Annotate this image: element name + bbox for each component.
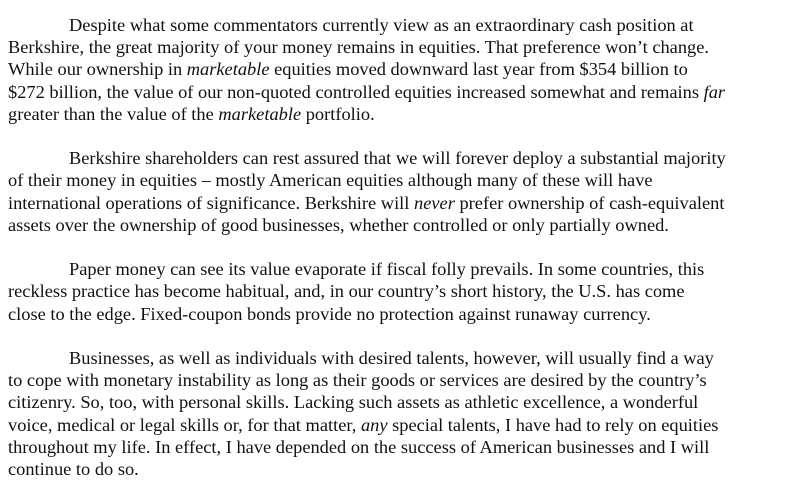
- text-line: While our ownership in marketable equities moved downward last year from $354 billion to: [8, 59, 688, 80]
- emphasis-text: any: [360, 414, 388, 435]
- text-line: to cope with monetary instability as long as their goods or services are desired by the country’s: [8, 370, 707, 391]
- text-line: international operations of significance. Berkshire will never prefer ownership of cash-equivalent: [8, 192, 725, 213]
- text-line: voice, medical or legal skills or, for that matter, any special talents, I have had to rely on equities: [8, 414, 719, 435]
- text-line: greater than the value of the marketable portfolio.: [8, 103, 375, 124]
- text-line: Businesses, as well as individuals with desired talents, however, will usually find a way: [69, 348, 714, 368]
- text-line: of their money in equities – mostly American equities although many of these will have: [8, 170, 653, 191]
- paragraph-equities-preference: [8, 14, 778, 125]
- text-line: continue to do so.: [8, 459, 139, 480]
- text-line: Berkshire shareholders can rest assured that we will forever deploy a substantial majority: [69, 148, 726, 169]
- emphasis-text: marketable: [186, 59, 270, 80]
- text-line: throughout my life. In effect, I have depended on the success of American businesses and I will: [8, 436, 710, 457]
- letter-page: [8, 14, 778, 502]
- text-line: Berkshire, the great majority of your money remains in equities. That preference won’t change.: [8, 37, 709, 58]
- text-line: Paper money can see its value evaporate if fiscal folly prevails. In some countries, this: [69, 259, 705, 280]
- emphasis-text: far: [703, 81, 726, 102]
- paragraph-shareholder-assurance: [8, 147, 778, 236]
- text-line: assets over the ownership of good businesses, whether controlled or only partially owned.: [8, 214, 669, 235]
- emphasis-text: never: [414, 192, 455, 213]
- text-line: reckless practice has become habitual, and, in our country’s short history, the U.S. has come: [8, 281, 685, 302]
- paragraph-paper-money: [8, 258, 778, 325]
- emphasis-text: marketable: [218, 103, 302, 124]
- text-line: $272 billion, the value of our non-quoted controlled equities increased somewhat and remains far: [8, 81, 726, 102]
- text-line: citizenry. So, too, with personal skills. Lacking such assets as athletic excellence, a wonderful: [8, 392, 699, 413]
- paragraph-businesses-talents: [8, 347, 778, 480]
- text-line: close to the edge. Fixed-coupon bonds provide no protection against runaway currency.: [8, 303, 651, 324]
- text-line: Despite what some commentators currently view as an extraordinary cash position at: [69, 15, 694, 35]
